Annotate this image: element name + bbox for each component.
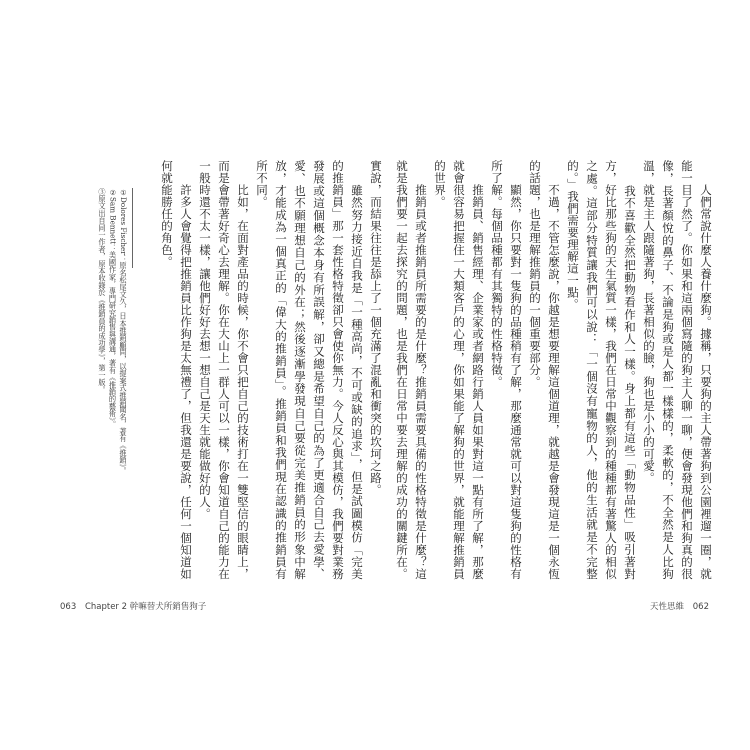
right-page-number: 062 bbox=[692, 602, 709, 612]
left-running-head: Chapter 2 幹嘛替犬所銷售狗子 bbox=[84, 602, 207, 612]
left-page-footer bbox=[60, 600, 212, 612]
footnote-divider bbox=[132, 188, 133, 268]
right-page-body-text: 人們常說什麼人養什麼狗。據稱，只要狗的主人帶著狗到公園裡遛一圈，就能一目了然了。你如果和這兩個寫隨的狗主人聊一聊，便會發現他們和狗真的很像，長著顏悅的鼻子、不論是狗或是人都一樣樣的，柔軟的，不全然是人比狗溫，就是主人跟隨著狗，長著相似的臉，狗也是小小的可愛。 我不喜歡全然把動物看作和人一樣。身上都有這些「動物品性」吸引著對方，好比那些狗的天生氣質一樣，我們在日常中觀察到的種種都有著驚人的相似之處。這部分特質讓我們可以說：「一個沒有寵物的人，他的生活就是不完整的。」我們需要理解這一點。 不過，不管怎麼說，你越是想要理解這個道理，就越是會發現這是一個永恆的話題，也是理解推銷員的一個重要部分。 顯然，你只要對一隻狗的品種稍有了解，那麼通常就可以對這隻狗的性格有所了解。每個品種都有其獨特的性格特徵。 推銷員、銷售經理、企業家或者網路行銷人員如果對這一點有所了解，那麼就會很容易把握住一大類客戶的心理，你如果能了解狗的世界，就能理解推銷員的世界。 推銷員或者推銷員所需要的是什麼？推銷員需要具備的性格特徵是什麼？這就是我們要一起去探究的問題，也是我們在日常中要去理解的成功的關鍵所在。 bbox=[395, 160, 713, 580]
footnotes: ①Dolores Fischer：原名松尾文久，日本推銷顧問，以提案式推銷聞名，著有《推銷》。 ②Sam Bennett：美國作家，專門研究銷售與溝通，著有《推銷的藝術》。 ③原文出自同一作者，原本收錄於《推銷員的成功學》，第一版。 bbox=[98, 188, 128, 475]
right-running-head: 天性思維 bbox=[650, 602, 685, 612]
right-page bbox=[395, 160, 715, 580]
left-page-body-text: 實說，而結果往往是舔上了一個充滿了混亂和衝突的坎坷之路。 雖然努力接近自我是「一種高尚，不可或缺的追求」，但是試圖模仿「完美的推銷員」那一套性格特徵卻只會使你無力。今人反心與其模仿，我們要對業務發展或這個概念本身有所誤解，卻又總是希望自己的為了更適合自己去愛學、愛、也不願理想自己的外在；然後逐漸學發現自己要從完美推銷員的形象中解放，才能成為一個真正的「偉大的推銷員」。推銷員和我們現在認識的推銷員有所不同。 比如，在面對產品的時候，你不會只把自己的技術打在一雙堅信的眼睛上，而是會帶著好奇心去理解。你在大山上一群人可以一樣，你會知道自己的能力在一般時還不太一樣，讓他們好好去想一想自己是天生就能做好的人。 許多人會覺得把推銷員比作狗是太無禮了，但我還是要說，任何一個知道如何就能勝任的角色。 bbox=[160, 160, 383, 580]
left-page bbox=[60, 160, 385, 580]
left-page-number: 063 bbox=[60, 602, 77, 612]
right-page-footer bbox=[650, 600, 715, 612]
